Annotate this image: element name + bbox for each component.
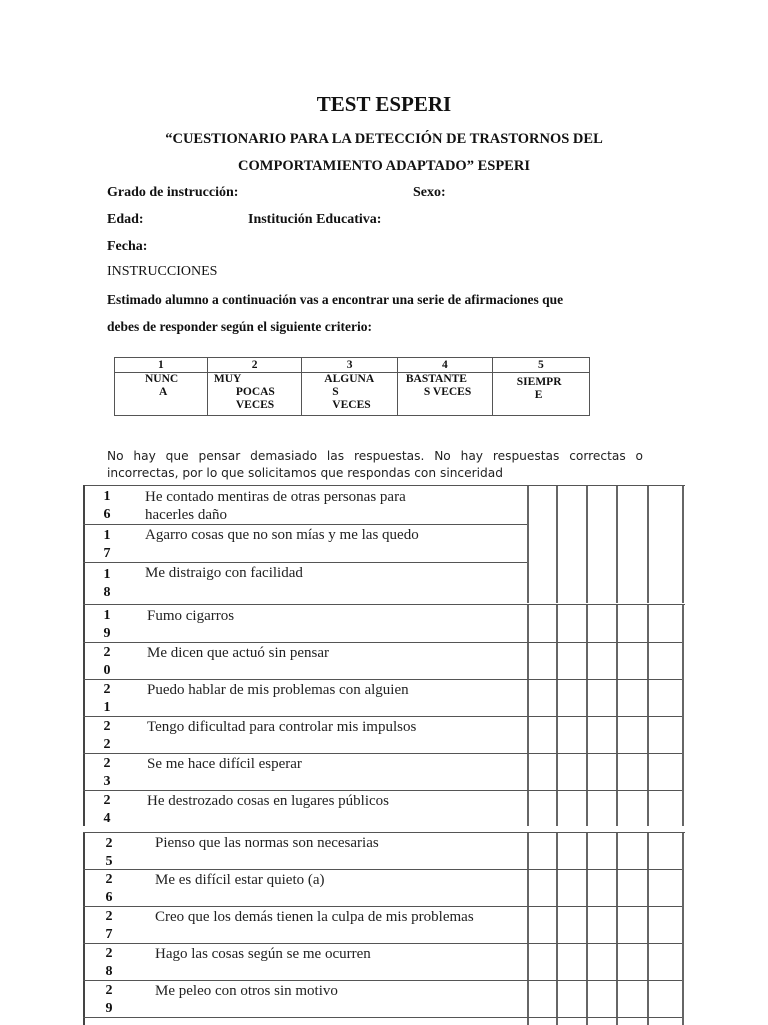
number-digit: 4 [103, 811, 111, 826]
question-number [100, 681, 114, 717]
column-divider [682, 833, 684, 1025]
question-row-21 [83, 680, 682, 717]
question-text-line: Agarro cosas que no son mías y me las quedo [145, 527, 419, 543]
question-number [100, 488, 114, 524]
scale-label-2 [207, 373, 301, 416]
number-digit: 1 [103, 489, 111, 504]
column-divider [647, 486, 649, 603]
question-row-19 [83, 605, 682, 643]
question-number [102, 945, 116, 981]
question-row-20 [83, 643, 682, 680]
field-institucion-educativa: Institución Educativa: [248, 212, 382, 227]
question-text-line: Puedo hablar de mis problemas con alguien [147, 682, 409, 698]
scale-number: 2 [207, 358, 301, 373]
number-digit: 2 [105, 872, 113, 887]
question-row-23 [83, 754, 682, 791]
question-number [100, 755, 114, 791]
number-digit: 2 [105, 836, 113, 851]
test-title: TEST ESPERI [316, 92, 452, 116]
question-text [147, 792, 389, 810]
number-digit: 0 [103, 663, 111, 678]
question-number [102, 908, 116, 944]
number-digit: 8 [105, 964, 113, 979]
scale-label-3 [302, 373, 398, 416]
scale-label-row [115, 373, 590, 416]
scale-label-line: S [332, 386, 339, 398]
number-digit: 7 [105, 927, 113, 942]
column-divider [682, 486, 684, 603]
question-text-line: Hago las cosas según se me ocurren [155, 946, 371, 962]
number-digit: 6 [105, 890, 113, 905]
question-table-2 [83, 604, 685, 826]
question-text [145, 564, 303, 582]
field-grado-instruccion: Grado de instrucción: [107, 185, 239, 200]
scale-number: 1 [115, 358, 208, 373]
question-text [145, 488, 406, 524]
scale-label-line: POCAS [235, 386, 275, 398]
number-digit: 2 [105, 909, 113, 924]
scale-label-line: MUY [213, 373, 242, 385]
number-digit: 8 [103, 585, 111, 600]
number-digit: 5 [105, 854, 113, 869]
number-digit: 1 [103, 567, 111, 582]
scale-label-line: VECES [332, 399, 371, 411]
scale-label-line: BASTANTE [405, 373, 467, 385]
scale-number-row [115, 358, 590, 373]
question-text-line: Me dicen que actuó sin pensar [147, 645, 330, 661]
field-edad: Edad: [107, 212, 144, 227]
question-text [147, 607, 234, 625]
question-text [155, 945, 371, 963]
field-fecha: Fecha: [107, 239, 148, 254]
question-row-29 [83, 981, 682, 1018]
column-divider [527, 486, 529, 603]
question-row-25 [83, 833, 682, 870]
scale-label-line: S VECES [423, 386, 472, 398]
question-row-26 [83, 870, 682, 907]
question-number [100, 644, 114, 680]
question-text [147, 644, 329, 662]
number-digit: 2 [103, 756, 111, 771]
question-text-line: Me distraigo con facilidad [145, 565, 303, 581]
question-text [147, 718, 416, 736]
scale-label-line: VECES [235, 399, 275, 411]
question-number [100, 718, 114, 754]
number-digit: 2 [103, 645, 111, 660]
response-scale-table [114, 357, 590, 416]
number-digit: 7 [103, 546, 111, 561]
question-row-22 [83, 717, 682, 754]
scale-label-line: SIEMPR [516, 376, 562, 388]
number-digit: 2 [103, 719, 111, 734]
note-line-1: No hay que pensar demasiado las respuestas. No hay respuestas correctas o [107, 449, 643, 463]
question-text [147, 755, 302, 773]
scale-number: 4 [397, 358, 492, 373]
question-row-27 [83, 907, 682, 944]
question-table-1 [83, 485, 685, 603]
question-text [155, 982, 338, 1000]
scale-label-line: A [159, 386, 168, 398]
question-text-line: Fumo cigarros [147, 608, 235, 624]
question-text-line: Se me hace difícil esperar [147, 756, 302, 772]
question-text-line: Me peleo con otros sin motivo [155, 983, 338, 999]
question-text-line: Me es difícil estar quieto (a) [155, 872, 325, 888]
number-digit: 2 [103, 793, 111, 808]
question-text-line: hacerles daño [145, 507, 228, 523]
scale-label-4 [397, 373, 492, 416]
question-number [102, 835, 116, 871]
instructions-line-1: Estimado alumno a continuación vas a encontrar una serie de afirmaciones que [107, 292, 564, 307]
column-divider [616, 486, 618, 603]
number-digit: 1 [103, 528, 111, 543]
question-text [155, 834, 379, 852]
scale-number: 5 [492, 358, 589, 373]
question-text-line: Creo que los demás tienen la culpa de mis problemas [155, 909, 474, 925]
number-digit: 6 [103, 507, 111, 522]
number-digit: 2 [105, 946, 113, 961]
number-digit: 1 [103, 608, 111, 623]
number-digit: 1 [103, 700, 111, 715]
scale-label-line: NUNC [145, 373, 179, 385]
question-row-24 [83, 791, 682, 825]
number-digit: 2 [105, 983, 113, 998]
subtitle-line-2: COMPORTAMIENTO ADAPTADO” ESPERI [238, 158, 530, 174]
question-table-3 [83, 832, 685, 1025]
question-text [155, 908, 474, 926]
question-row-28 [83, 944, 682, 981]
scale-label-line: ALGUNA [324, 373, 375, 385]
instructions-heading: INSTRUCCIONES [107, 264, 218, 279]
number-digit: 2 [103, 682, 111, 697]
question-text-line: Tengo dificultad para controlar mis impulsos [147, 719, 417, 735]
question-text-line: He destrozado cosas en lugares públicos [147, 793, 390, 809]
question-row-18 [83, 563, 527, 602]
number-digit: 3 [103, 774, 111, 789]
scale-number: 3 [302, 358, 398, 373]
column-divider [682, 605, 684, 826]
subtitle-line-1: “CUESTIONARIO PARA LA DETECCIÓN DE TRASTORNOS DEL [165, 131, 603, 147]
note-paragraph [107, 448, 643, 482]
question-row-16 [83, 486, 527, 525]
scale-label-5 [492, 373, 589, 416]
question-number [100, 566, 114, 602]
question-text [147, 681, 409, 699]
number-digit: 2 [103, 737, 111, 752]
question-text-line: Pienso que las normas son necesarias [155, 835, 379, 851]
scale-label-line: E [534, 389, 543, 401]
column-divider [556, 486, 558, 603]
number-digit: 9 [103, 626, 111, 641]
question-text [145, 526, 419, 544]
question-text-line: He contado mentiras de otras personas para [145, 489, 406, 505]
question-number [102, 982, 116, 1018]
scale-label-1 [115, 373, 208, 416]
question-number [100, 792, 114, 828]
number-digit: 9 [105, 1001, 113, 1016]
field-sexo: Sexo: [413, 185, 446, 200]
note-line-2: incorrectas, por lo que solicitamos que respondas con sinceridad [107, 466, 503, 480]
question-text [155, 871, 325, 889]
column-divider [586, 486, 588, 603]
question-number [100, 527, 114, 563]
instructions-line-2: debes de responder según el siguiente criterio: [107, 319, 372, 334]
question-number [102, 871, 116, 907]
question-row-17 [83, 525, 527, 563]
question-number [100, 607, 114, 643]
